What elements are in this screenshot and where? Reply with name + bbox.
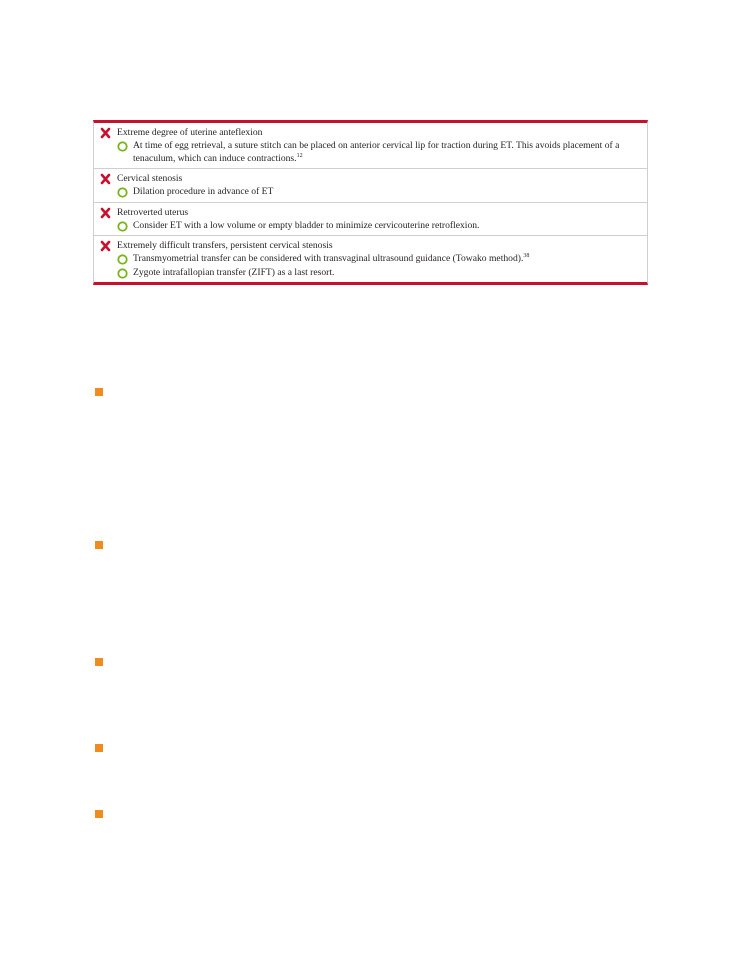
square-bullet-icon xyxy=(95,744,103,752)
x-mark-icon xyxy=(100,207,111,219)
reference-number: 38 xyxy=(523,252,530,259)
solution-text: Consider ET with a low volume or empty bladder to minimize cervicouterine retroflexion. xyxy=(133,219,480,231)
square-bullet-icon xyxy=(95,541,103,549)
table-row xyxy=(94,236,647,282)
solution-line xyxy=(117,186,641,199)
circle-icon xyxy=(117,268,128,279)
square-bullet-icon xyxy=(95,658,103,666)
solution-text: Transmyometrial transfer can be considered with transvaginal ultrasound guidance (Towako method).$^{38}$ xyxy=(133,252,530,264)
problem-line xyxy=(100,240,641,252)
x-mark-icon xyxy=(100,127,111,139)
solution-line xyxy=(117,220,641,233)
circle-icon xyxy=(117,141,128,152)
solution-line xyxy=(117,267,641,280)
problem-text: Extreme degree of uterine anteflexion xyxy=(117,127,263,138)
square-bullet-icon xyxy=(95,810,103,818)
square-bullet-icon xyxy=(95,388,103,396)
table-row xyxy=(94,169,647,203)
solution-text: At time of egg retrieval, a suture stitch can be placed on anterior cervical lip for traction during ET. This avoids placement of a tenaculum, which can induce contractions.$^{12}$ xyxy=(133,140,620,164)
solution-text: Dilation procedure in advance of ET xyxy=(133,186,274,197)
problem-line xyxy=(100,173,641,185)
solution-text: Zygote intrafallopian transfer (ZIFT) as a last resort. xyxy=(133,266,335,278)
solution-line xyxy=(117,140,641,165)
reference-number: 12 xyxy=(296,152,303,159)
circle-icon xyxy=(117,187,128,198)
problem-text: Cervical stenosis xyxy=(117,173,183,184)
problem-line xyxy=(100,207,641,219)
problem-text: Retroverted uterus xyxy=(117,206,189,218)
circle-icon xyxy=(117,221,128,232)
circle-icon xyxy=(117,254,128,265)
table-row xyxy=(94,123,647,169)
x-mark-icon xyxy=(100,173,111,185)
problems-solutions-table xyxy=(93,120,648,285)
solution-line xyxy=(117,253,641,266)
problem-text: Extremely difficult transfers, persistent cervical stenosis xyxy=(117,240,333,251)
problem-line xyxy=(100,127,641,139)
x-mark-icon xyxy=(100,240,111,252)
table-row xyxy=(94,203,647,237)
